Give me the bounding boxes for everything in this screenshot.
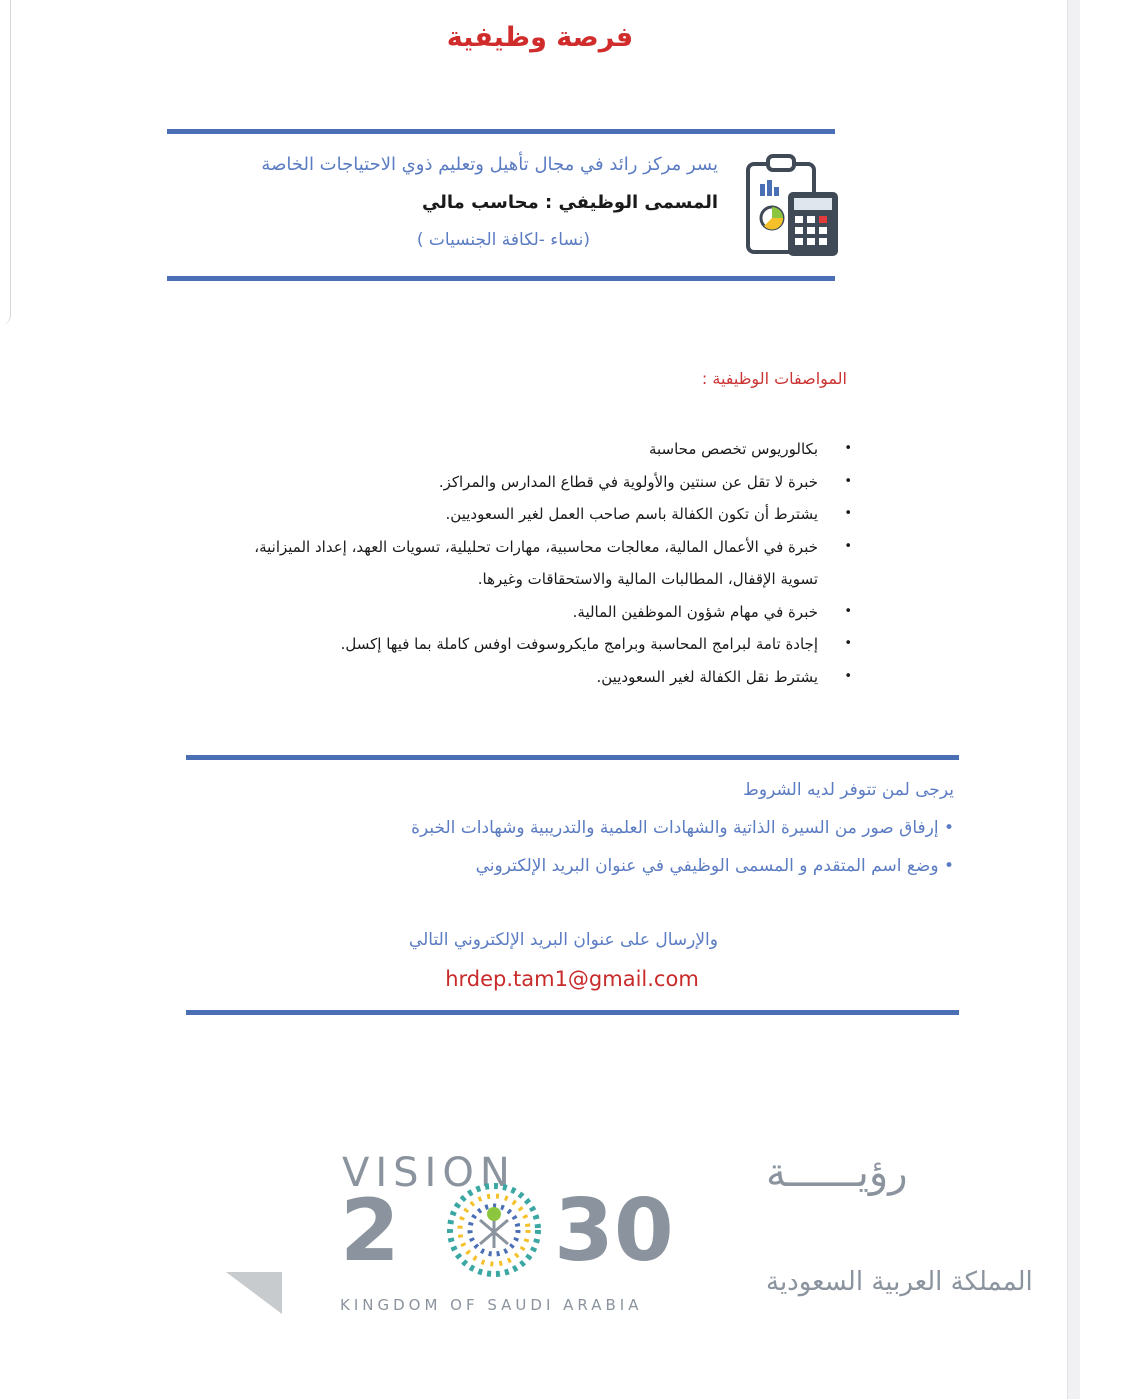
condition-item: • إرفاق صور من السيرة الذاتية والشهادات العلمية والتدريبية وشهادات الخبرة [411,818,954,838]
center-intro: يسر مركز رائد في مجال تأهيل وتعليم ذوي الاحتياجات الخاصة [261,154,718,175]
list-item [218,596,852,629]
emblem-icon [450,1186,538,1274]
send-instruction: والإرسال على عنوان البريد الإلكتروني التالي [408,930,718,950]
bullet-icon: • [844,636,852,651]
audience-note: (نساء -لكافة الجنسيات ) [416,230,590,250]
list-item-text: بكالوريوس تخصص محاسبة [648,440,818,458]
page-edge-right [1067,0,1080,1399]
bullet-icon: • [844,506,852,521]
vision-en-word: VISION [342,1150,516,1196]
contact-email-link[interactable]: hrdep.tam1@gmail.com [445,967,699,991]
conditions-bottom-rule [186,1010,959,1015]
condition-item: • وضع اسم المتقدم و المسمى الوظيفي في عنوان البريد الإلكتروني [475,856,954,876]
list-item [218,498,852,531]
list-item [238,531,852,596]
bullet-icon: • [844,538,852,554]
list-item-text: يشترط أن تكون الكفالة باسم صاحب العمل لغير السعوديين. [445,505,818,523]
list-item [218,661,852,694]
vision-year-30: 30 [554,1181,674,1281]
list-item [218,466,852,499]
specs-heading: المواصفات الوظيفية : [701,369,847,388]
list-item-text: إجادة تامة لبرامج المحاسبة وبرامج مايكروسوفت اوفس كاملة بما فيها إكسل. [340,635,818,653]
conditions-top-rule [186,755,959,760]
conditions-intro: يرجى لمن تتوفر لديه الشروط [743,780,954,800]
specs-list [218,433,852,693]
bullet-icon: • [844,603,852,619]
header-bottom-rule [167,276,835,281]
header-top-rule [167,129,835,134]
bullet-icon: • [844,473,852,489]
list-item [218,628,852,661]
list-item [218,433,852,466]
kingdom-en: KINGDOM OF SAUDI ARABIA [340,1296,643,1314]
vision-2030-logo [282,1140,1033,1318]
kingdom-ar: المملكة العربية السعودية [766,1267,1033,1297]
vision-ar-word: رؤيــــــة [766,1150,908,1196]
page-title: فرصة وظيفية [446,22,634,53]
bullet-icon: • [844,441,852,456]
bullet-icon: • [844,668,852,684]
list-item-text: يشترط نقل الكفالة لغير السعوديين. [596,667,818,686]
list-item-text: خبرة في الأعمال المالية، معالجات محاسبية، مهارات تحليلية، تسويات العهد، إعداد الميزانية، تسوية الإقفال، المطالبات المالية والاستحقاقات وغيرها. [254,537,818,588]
logo-shadow [226,1272,286,1317]
list-item-text: خبرة في مهام شؤون الموظفين المالية. [572,602,818,621]
job-title: المسمى الوظيفي : محاسب مالي [421,192,718,213]
accounting-clipboard-icon [742,152,842,260]
list-item-text: خبرة لا تقل عن سنتين والأولوية في قطاع المدارس والمراكز. [438,472,818,491]
vision-year-2: 2 [340,1181,400,1281]
